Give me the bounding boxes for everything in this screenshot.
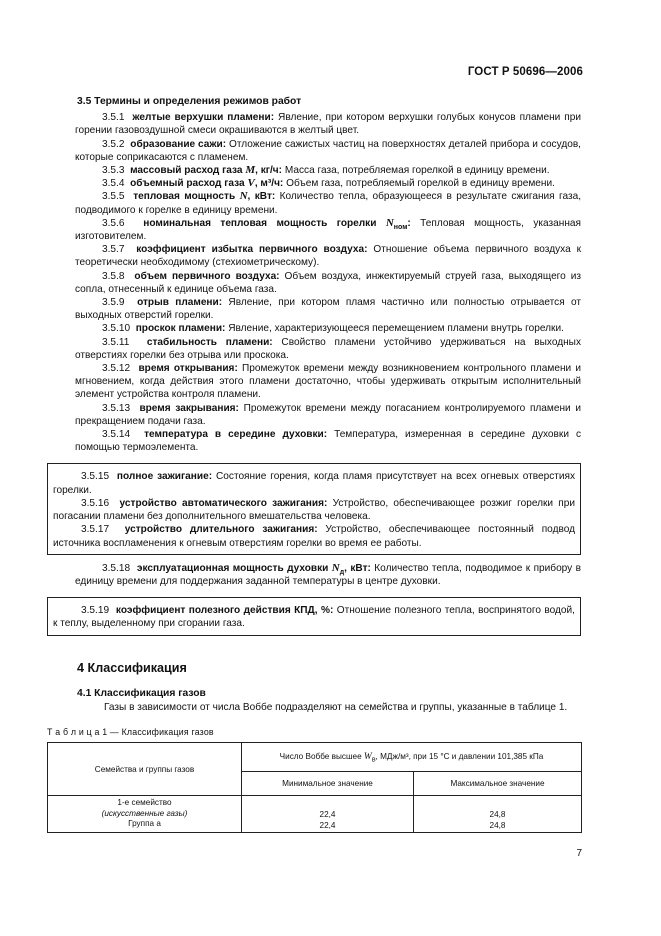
definition-3-5-11 xyxy=(75,336,581,362)
term-symbol: N xyxy=(331,561,340,574)
definition-text: Тепловая мощность, указанная изготовителем. xyxy=(75,217,581,243)
definition-3-5-1 xyxy=(75,111,581,137)
definition-text: Устройство, обеспечивающее постоянный подвод источника воспламенения к огневым отверстиям горелки во время ее работы. xyxy=(53,524,575,549)
definition-term xyxy=(134,271,279,282)
definition-text: Явление, характеризующееся перемещением пламени внутрь горелки. xyxy=(225,323,564,335)
family-note: (искусственные газы) xyxy=(101,808,188,818)
term-text: , м³/ч: xyxy=(254,178,284,190)
term-text: номинальная тепловая мощность горелки xyxy=(143,217,386,229)
definition-3-5-10 xyxy=(75,322,581,335)
boxed-definitions-1 xyxy=(47,463,581,554)
definition-number: 3.5.14 xyxy=(102,429,131,441)
term-text: отрыв пламени: xyxy=(137,297,223,309)
definition-number: 3.5.5 xyxy=(102,191,125,203)
definition-term xyxy=(116,605,333,616)
definition-3-5-16 xyxy=(53,497,575,523)
term-text: объем первичного воздуха: xyxy=(134,270,280,282)
definition-term xyxy=(139,403,238,414)
definition-3-5-6 xyxy=(75,217,581,243)
term-text: температура в середине духовки: xyxy=(144,429,328,441)
definition-text: Количество тепла, подводимое к прибору в единицу времени для поддержания заданной температуры в центре духовки. xyxy=(75,562,582,587)
definition-3-5-14 xyxy=(75,428,581,454)
term-symbol: N xyxy=(239,190,248,203)
definition-3-5-5 xyxy=(75,190,581,216)
term-text: : xyxy=(407,217,411,229)
definition-term xyxy=(136,244,367,255)
term-text: время открывания: xyxy=(138,363,238,375)
term-text: массовый расход газа xyxy=(130,165,246,177)
term-text: , кг/ч: xyxy=(255,165,283,177)
definition-text: Температура, измеренная в середине духовки с помощью термоэлемента. xyxy=(75,429,582,454)
definition-text: Устройство, обеспечивающее розжиг горелки при погасании пламени без дополнительного вмешательства человека. xyxy=(53,497,575,523)
definition-number: 3.5.4 xyxy=(102,178,125,190)
term-text: стабильность пламени: xyxy=(146,336,273,348)
definition-number: 3.5.9 xyxy=(102,297,125,309)
definition-term xyxy=(138,363,237,374)
definitions-list xyxy=(75,111,581,454)
max-value: 24,8 xyxy=(489,810,506,820)
definition-term xyxy=(137,297,222,308)
term-text: образование сажи: xyxy=(130,138,227,150)
definition-number: 3.5.1 xyxy=(102,112,125,124)
definition-number: 3.5.16 xyxy=(81,497,110,509)
section-4-1-title: 4.1 Классификация газов xyxy=(77,687,206,699)
definition-term xyxy=(117,471,212,482)
definition-3-5-4 xyxy=(75,177,581,190)
definition-term xyxy=(136,323,226,334)
table-caption: Т а б л и ц а 1 — Классификация газов xyxy=(47,727,214,737)
definition-3-5-18 xyxy=(75,562,581,588)
term-text: время закрывания: xyxy=(139,402,239,414)
term-text: полное зажигание: xyxy=(116,471,213,483)
term-symbol: V xyxy=(247,177,255,190)
family-label: 1-е семейство xyxy=(117,797,172,807)
definition-number: 3.5.15 xyxy=(81,471,110,483)
definition-text: Отношение объема первичного воздуха к теоретически необходимому (стехиометрическому). xyxy=(75,244,582,269)
section-3-5-title: 3.5 Термины и определения режимов работ xyxy=(77,96,302,107)
definition-text: Промежуток времени между возникновением контрольного пламени и мгновением, когда действия этого пламени достаточно, чтобы удерживать открытым исполнительный элемент устройства контроля пламени. xyxy=(75,363,581,401)
header-max: Максимальное значение xyxy=(414,772,582,796)
definition-number: 3.5.11 xyxy=(102,336,130,348)
group-label: Группа а xyxy=(128,819,161,829)
definition-number: 3.5.3 xyxy=(102,165,125,177)
definition-number: 3.5.8 xyxy=(102,270,125,282)
definition-term xyxy=(130,178,283,189)
header-wobbe xyxy=(242,743,582,772)
definition-number: 3.5.6 xyxy=(102,217,125,229)
definition-number: 3.5.13 xyxy=(102,402,131,414)
max-value: 24,8 xyxy=(489,821,506,831)
definition-text: Состояние горения, когда пламя присутствует на всех огневых отверстиях горелки. xyxy=(53,471,576,496)
term-symbol-sub: д xyxy=(339,568,345,576)
definition-term xyxy=(120,498,328,509)
definition-number: 3.5.19 xyxy=(81,605,110,617)
section-4-title: 4 Классификация xyxy=(77,660,187,675)
definition-text: Свойство пламени устойчиво удерживаться на выходных отверстиях горелки без отрыва или проскока. xyxy=(75,336,581,361)
wobbe-symbol: W xyxy=(363,752,372,762)
definition-number: 3.5.17 xyxy=(81,524,110,536)
definition-text: Объем газа, потребляемый горелкой в единицу времени. xyxy=(283,178,555,190)
definition-term xyxy=(147,337,273,348)
definition-3-5-9 xyxy=(75,296,581,322)
min-value: 22,4 xyxy=(319,821,336,831)
definition-3-5-17 xyxy=(53,523,575,549)
definition-text: Явление, при котором пламя частично или полностью отрывается от выходных отверстий горелки. xyxy=(75,297,582,322)
term-text: коэффициент полезного действия КПД, %: xyxy=(115,605,334,617)
definition-text: Промежуток времени между погасанием контролируемого пламени и прекращением подачи газа. xyxy=(75,402,581,427)
definition-3-5-3 xyxy=(75,164,581,177)
definition-text: Масса газа, потребляемая горелкой в единицу времени. xyxy=(282,165,550,177)
section-4-1-intro: Газы в зависимости от числа Воббе подразделяют на семейства и группы, указанные в таблице 1. xyxy=(104,701,568,713)
definition-text: Отложение сажистых частиц на поверхностях деталей прибора и сосудов, которые соприкасаются с пламенем. xyxy=(75,138,581,163)
definition-term xyxy=(132,112,274,123)
definition-term xyxy=(137,563,371,574)
cell-gas-group xyxy=(48,796,242,833)
wobbe-post: , МДж/м³, при 15 °С и давлении 101,385 кПа xyxy=(375,752,544,761)
definition-text: Объем воздуха, инжектируемый струей газа, выходящего из сопла, отнесенный к единице объема газа. xyxy=(75,270,581,295)
term-text: желтые верхушки пламени: xyxy=(132,112,275,124)
term-symbol-sub: ном xyxy=(393,223,408,231)
min-value: 22,4 xyxy=(319,810,336,820)
definition-term xyxy=(130,165,282,176)
definition-text: Количество тепла, образующееся в результате сжигания газа, подводимого к горелке в единицу времени. xyxy=(75,191,582,216)
term-text: коэффициент избытка первичного воздуха: xyxy=(136,244,368,256)
page-number: 7 xyxy=(576,848,582,859)
definition-3-5-12 xyxy=(75,362,581,402)
term-text: эксплуатационная мощность духовки xyxy=(136,562,332,574)
definition-number: 3.5.7 xyxy=(102,244,125,256)
cell-max xyxy=(414,796,582,833)
term-symbol: M xyxy=(245,164,256,177)
definition-term xyxy=(144,429,327,440)
definition-term xyxy=(143,218,411,229)
page-content xyxy=(53,95,582,714)
definition-3-5-8 xyxy=(75,270,581,296)
definition-3-5-18 xyxy=(75,562,581,588)
term-text: , кВт: xyxy=(247,191,276,203)
definition-3-5-13 xyxy=(75,402,581,428)
definition-3-5-2 xyxy=(75,138,581,164)
header-gas-group: Семейства и группы газов xyxy=(48,743,242,796)
definition-3-5-19 xyxy=(53,604,575,630)
definition-3-5-15 xyxy=(53,470,575,496)
standard-code: ГОСТ Р 50696—2006 xyxy=(467,66,583,78)
term-text: устройство автоматического зажигания: xyxy=(119,497,328,509)
term-text: тепловая мощность xyxy=(133,191,240,203)
wobbe-pre: Число Воббе высшее xyxy=(279,752,364,761)
cell-min xyxy=(242,796,414,833)
term-text: устройство длительного зажигания: xyxy=(124,524,318,536)
term-text: объемный расход газа xyxy=(130,178,248,190)
definition-text: Явление, при котором верхушки голубых конусов пламени при горении газовоздушной смеси окрашиваются в желтый цвет. xyxy=(75,112,581,137)
definition-term xyxy=(125,524,318,535)
gas-classification-table xyxy=(47,742,582,833)
definition-number: 3.5.2 xyxy=(102,138,125,150)
term-text: проскок пламени: xyxy=(135,323,226,335)
definition-term xyxy=(130,139,226,150)
definition-3-5-7 xyxy=(75,243,581,269)
definition-number: 3.5.18 xyxy=(102,562,131,574)
definition-text: Отношение полезного тепла, воспринятого водой, к теплу, выделенному при сгорании газа. xyxy=(53,605,575,630)
boxed-definitions-2 xyxy=(47,597,581,635)
definition-number: 3.5.12 xyxy=(102,363,131,375)
definition-number: 3.5.10 xyxy=(102,323,131,335)
term-text: , кВт: xyxy=(344,562,371,574)
definition-term xyxy=(133,191,275,202)
header-min: Минимальное значение xyxy=(242,772,414,796)
wobbe-sub: в xyxy=(371,756,376,764)
term-symbol: N xyxy=(385,216,394,229)
